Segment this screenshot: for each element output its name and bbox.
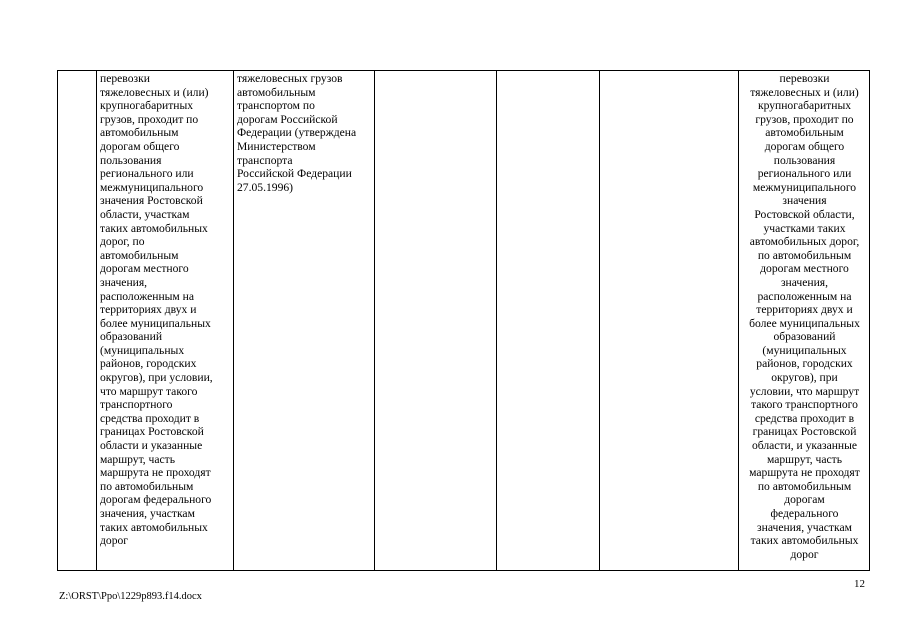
table-cell-number [58,71,97,571]
page-number: 12 [854,578,865,590]
table-cell-empty-1 [375,71,497,571]
cell-text: перевозки тяжеловесных и (или) крупногабаритных грузов, проходит по автомобильным дорогам общего пользования регионального или межмуниципального значения Ростовской области, участками таких автомобильных дорог, по автомобильным дорогам местного значения, расположенным на территориях двух и более муниципальных образований (муниципальных районов, городских округов), при условии, что маршрут такого транспортного средства проходит в границах Ростовской области, и указанные маршрут, часть маршрута не проходят по автомобильным дорогам федерального значения, участкам таких автомобильных дорог [749,72,860,561]
file-path: Z:\ORST\Ppo\1229p893.f14.docx [59,591,202,602]
table-cell-basis [234,71,375,571]
cell-text: перевозки тяжеловесных и (или) крупногабаритных грузов, проходит по автомобильным дорогам общего пользования регионального или межмуниципального значения Ростовской области, участкам таких автомобильных дорог, по автомобильным дорогам местного значения, расположенным на территориях двух и более муниципальных образований (муниципальных районов, городских округов), при условии, что маршрут такого транспортного средства проходит в границах Ростовской области и указанные маршрут, часть маршрута не проходят по автомобильным дорогам федерального значения, участкам таких автомобильных дорог [100,72,213,548]
table-cell-amended-description [739,71,870,571]
cell-text: тяжеловесных грузов автомобильным транспортом по дорогам Российской Федерации (утверждена Министерством транспорта Российской Федерации 27.05.1996) [237,72,357,194]
table-cell-empty-3 [600,71,739,571]
regulation-table [57,70,870,571]
table-cell-empty-2 [497,71,600,571]
table-row [58,71,870,571]
table-cell-description [97,71,234,571]
